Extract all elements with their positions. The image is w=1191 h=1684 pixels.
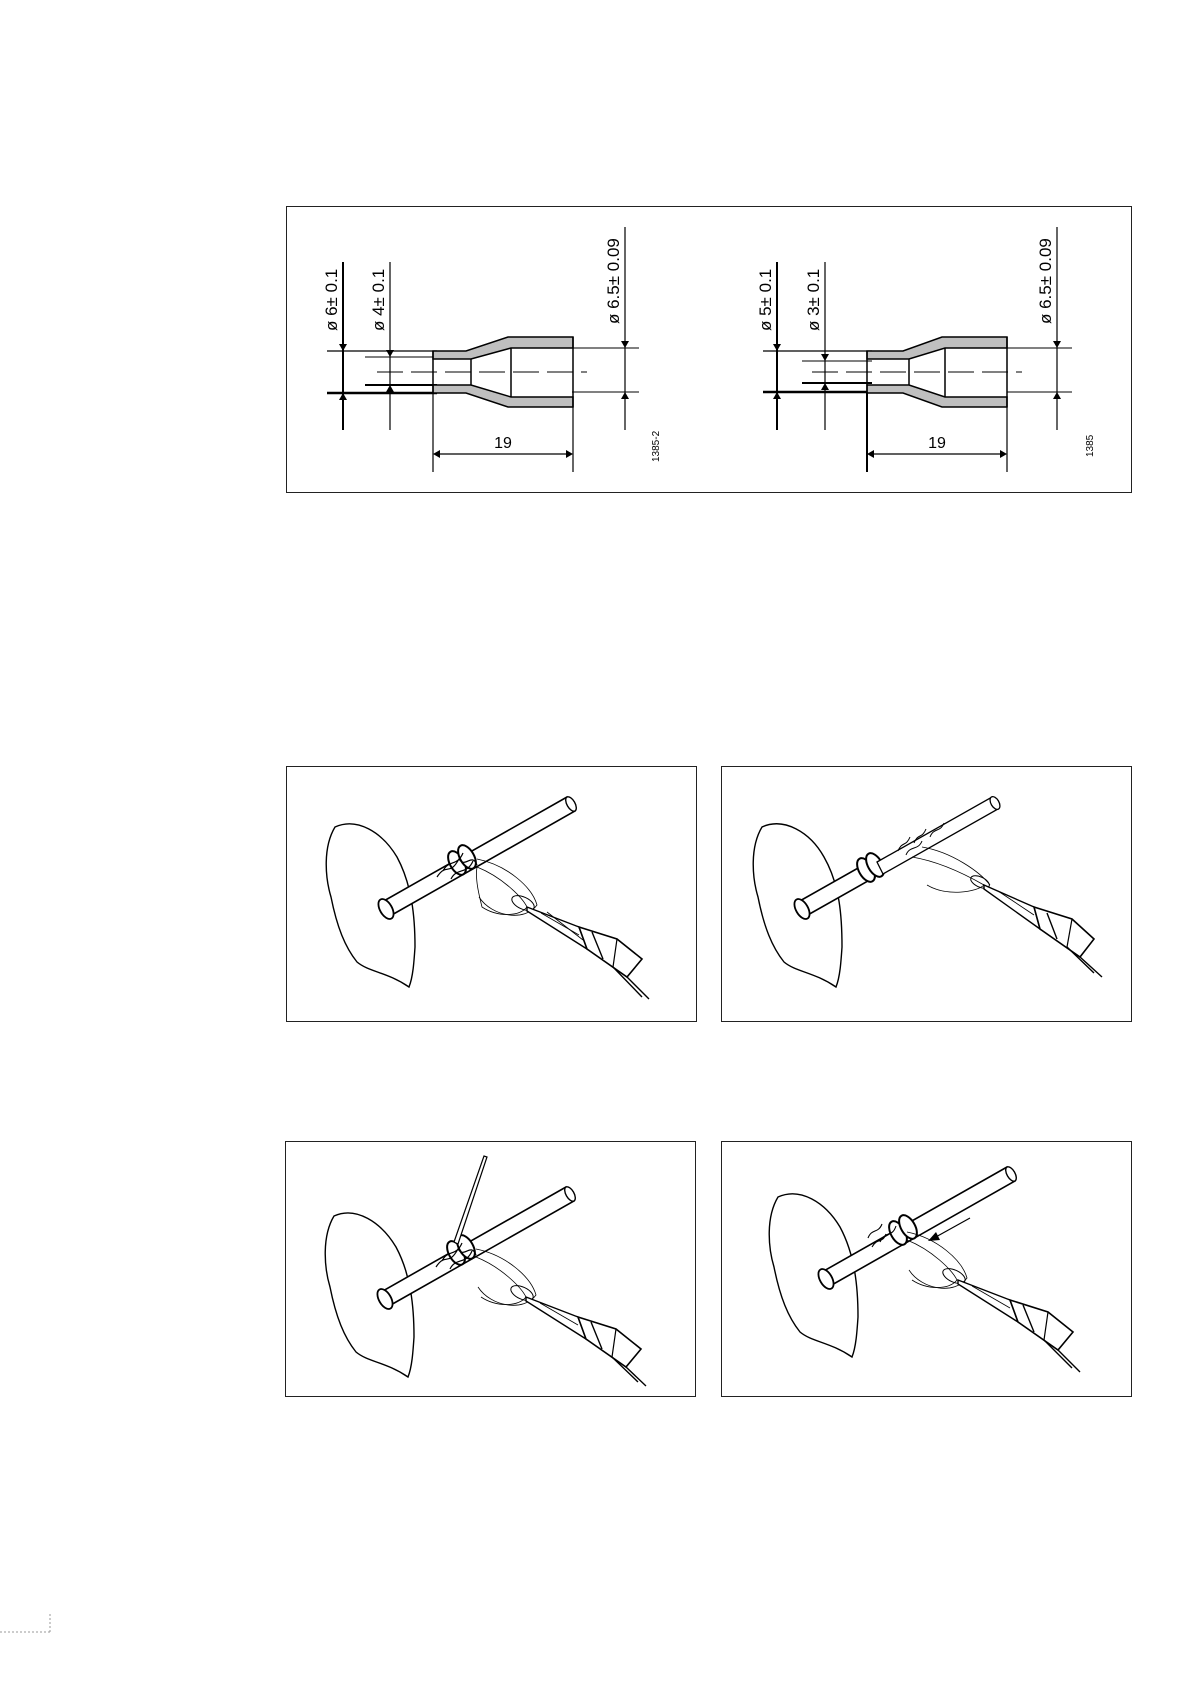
dimension-drawing (287, 207, 1133, 494)
left-figure-id: 1385-2 (651, 430, 662, 462)
brazing-step-flow-solder-frame (721, 1141, 1132, 1397)
right-outer-diameter-label: ø 5± 0.1 (756, 268, 775, 331)
left-outer-diameter-label: ø 6± 0.1 (322, 268, 341, 331)
corner-mark (0, 1612, 52, 1634)
brazing-step-apply-filler-rod-frame (285, 1141, 696, 1397)
brazing-step-heat-tube-frame (721, 766, 1132, 1022)
brazing-step-heat-joint-frame (286, 766, 697, 1022)
right-figure-id: 1385 (1085, 434, 1096, 457)
left-sleeve-diameter-label: ø 6.5± 0.09 (604, 238, 623, 324)
left-inner-diameter-label: ø 4± 0.1 (369, 268, 388, 331)
brazing-illustration-heat-joint (287, 767, 698, 1023)
right-sleeve-diameter-label: ø 6.5± 0.09 (1036, 238, 1055, 324)
brazing-illustration-flow-solder (722, 1142, 1133, 1398)
brazing-illustration-heat-tube (722, 767, 1133, 1023)
right-fitting-drawing (763, 227, 1072, 472)
left-length-label: 19 (494, 435, 512, 452)
right-inner-diameter-label: ø 3± 0.1 (804, 268, 823, 331)
dimension-drawing-frame (286, 206, 1132, 493)
brazing-illustration-apply-filler-rod (286, 1142, 697, 1398)
right-length-label: 19 (928, 435, 946, 452)
left-fitting-drawing (327, 227, 639, 472)
